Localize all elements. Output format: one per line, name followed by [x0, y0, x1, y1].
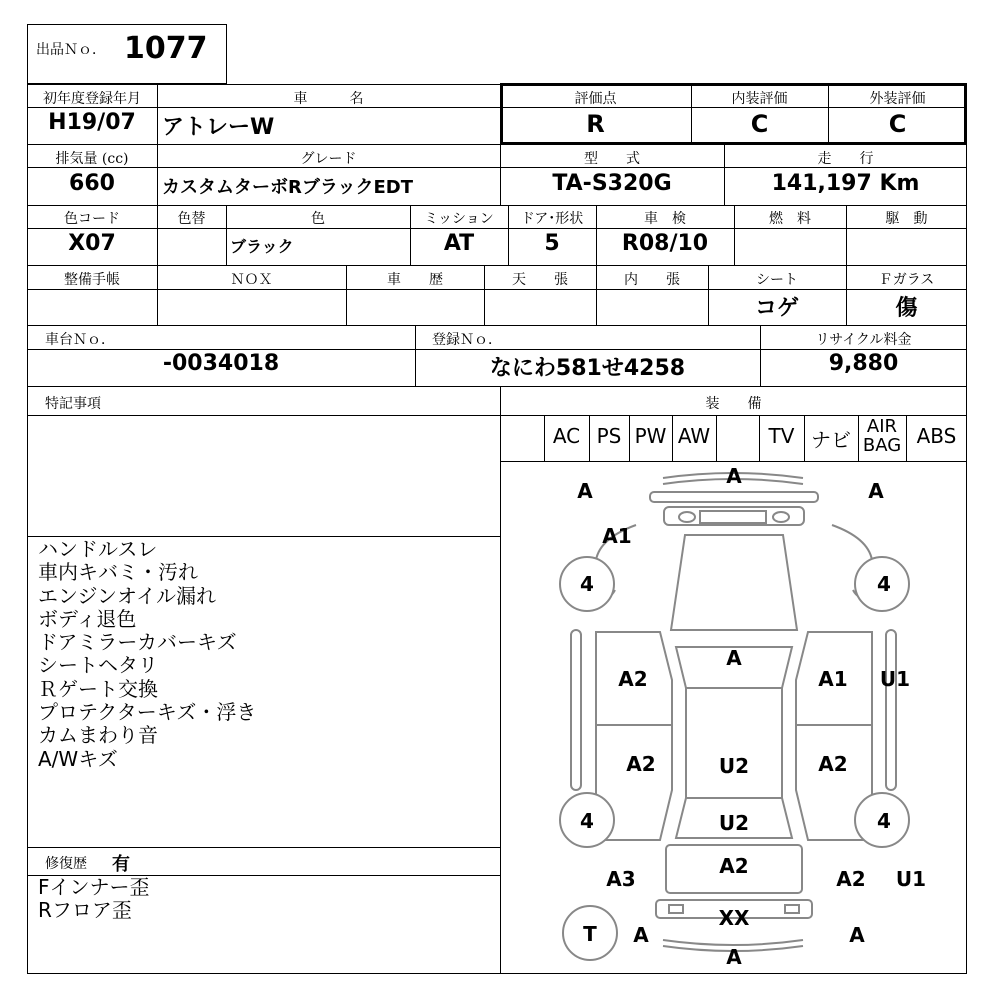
mark-front-left-corner: A: [577, 479, 593, 503]
equip-pw: PW: [634, 424, 667, 448]
remark-item: シートヘタリ: [38, 653, 158, 678]
mark-rear-right-tire: 4: [877, 809, 891, 833]
mission-label: ミッション: [424, 211, 494, 227]
remark-item: エンジンオイル漏れ: [38, 583, 216, 608]
repair-value: 有: [112, 854, 130, 875]
mark-front-right-corner: A: [868, 479, 884, 503]
reg-value: H19/07: [48, 110, 136, 135]
ceiling-label: 天 張: [512, 272, 568, 288]
remark-item: プロテクターキズ・浮き: [38, 700, 257, 725]
mark-rear-bumper: A: [726, 945, 742, 969]
chassis-label: 車台Ｎｏ．: [45, 332, 115, 348]
remark-item: カムまわり音: [38, 723, 158, 748]
interior-value: C: [750, 110, 769, 138]
color-label: 色: [311, 211, 325, 227]
equip-ac: AC: [552, 424, 581, 448]
car-diagram: [500, 461, 967, 974]
equip-tv: TV: [768, 424, 795, 448]
name-label: 車 名: [293, 91, 364, 107]
mark-rear-right-corner: A: [849, 923, 865, 947]
lot-box: [27, 24, 227, 84]
equip-aw: AW: [677, 424, 711, 448]
colorcode-value: X07: [68, 231, 116, 256]
lot-label: 出品Ｎｏ．: [36, 42, 106, 58]
mark-roof: U2: [718, 754, 750, 778]
remark-item: ドアミラーカバーキズ: [38, 630, 237, 655]
door-value: 5: [544, 231, 560, 256]
repair-item: Fインナー歪: [38, 875, 150, 899]
inspection-label: 車 検: [644, 211, 686, 227]
mark-rear-left-tire: 4: [580, 809, 594, 833]
displacement-value: 660: [69, 171, 115, 196]
displacement-label: 排気量 (cc): [55, 151, 129, 167]
fuel-label: 燃 料: [769, 211, 811, 227]
mark-right-rear-door: A2: [818, 752, 848, 776]
mark-right-front-door: A1: [818, 667, 848, 691]
equip-abs: ABS: [916, 424, 957, 448]
recolor-label: 色替: [177, 211, 206, 227]
recycle-label: リサイクル料金: [815, 332, 912, 348]
seat-value: コゲ: [754, 296, 799, 321]
score-value: R: [586, 110, 605, 138]
remark-item: ハンドルスレ: [38, 537, 158, 561]
remarks-list: [38, 538, 256, 771]
repair-label: 修復歴: [45, 856, 87, 872]
mark-left-front-door: A2: [618, 667, 648, 691]
chassis-value: -0034018: [162, 351, 280, 376]
mission-value: AT: [443, 231, 475, 256]
mileage-label: 走 行: [817, 151, 874, 167]
grade-value: カスタムターボRブラックEDT: [162, 177, 414, 198]
mark-rear-gate: A2: [719, 854, 749, 878]
inner-label: 内 張: [624, 272, 680, 288]
mark-left-front-fender: A1: [602, 524, 632, 548]
repair-list: [38, 876, 150, 922]
history-label: 車 歴: [387, 272, 443, 288]
colorcode-label: 色コード: [64, 211, 120, 227]
mileage-value: 141,197 Km: [771, 171, 920, 196]
mark-right-step: U1: [879, 667, 911, 691]
color-value: ブラック: [230, 237, 294, 256]
nox-label: ＮＯＸ: [230, 272, 273, 288]
equipment-label: 装 備: [705, 396, 762, 412]
mark-left-rear-door: A2: [626, 752, 656, 776]
mark-spare-tire: T: [583, 922, 597, 946]
mark-right-quarter: A2: [836, 867, 866, 891]
reg-label: 初年度登録年月: [43, 91, 141, 107]
grade-label: グレード: [300, 151, 357, 167]
remark-item: ボディ退色: [38, 606, 137, 631]
mark-roof-rear: U2: [718, 811, 750, 835]
remark-item: A/Wキズ: [38, 746, 118, 771]
glass-label: Ｆガラス: [878, 272, 935, 288]
glass-value: 傷: [895, 296, 918, 321]
equip-navi: ナビ: [811, 428, 851, 452]
name-value: アトレーW: [162, 115, 275, 140]
repair-item: Rフロア歪: [38, 898, 132, 922]
inspection-value: R08/10: [621, 231, 709, 256]
remarks-label: 特記事項: [45, 396, 101, 412]
mark-left-quarter: A3: [606, 867, 636, 891]
recycle-value: 9,880: [828, 351, 899, 376]
mark-front-bumper: A: [726, 464, 742, 488]
seat-label: シート: [756, 272, 798, 288]
model-value: TA-S320G: [552, 171, 672, 196]
regno-label: 登録Ｎｏ．: [432, 332, 502, 348]
equip-airbag: AIR BAG: [862, 416, 902, 456]
score-label: 評価点: [574, 91, 617, 107]
mark-front-right-tire: 4: [877, 572, 891, 596]
service-label: 整備手帳: [64, 272, 120, 288]
exterior-value: C: [888, 110, 907, 138]
drive-label: 駆 動: [885, 211, 928, 227]
mark-rear-left-corner: A: [633, 923, 649, 947]
remark-item: 車内キバミ・汚れ: [38, 560, 198, 585]
interior-label: 内装評価: [731, 91, 788, 107]
mark-roof-front: A: [726, 646, 742, 670]
exterior-label: 外装評価: [869, 91, 926, 107]
remark-item: Ｒゲート交換: [38, 676, 158, 701]
mark-front-left-tire: 4: [580, 572, 594, 596]
mark-rear-panel: XX: [718, 906, 750, 930]
lot-number: 1077: [124, 31, 208, 66]
model-label: 型 式: [584, 151, 640, 167]
equip-ps: PS: [596, 424, 622, 448]
door-label: ドア･形状: [520, 211, 584, 227]
regno-value: なにわ581せ4258: [489, 356, 686, 381]
mark-right-rear-step: U1: [895, 867, 927, 891]
